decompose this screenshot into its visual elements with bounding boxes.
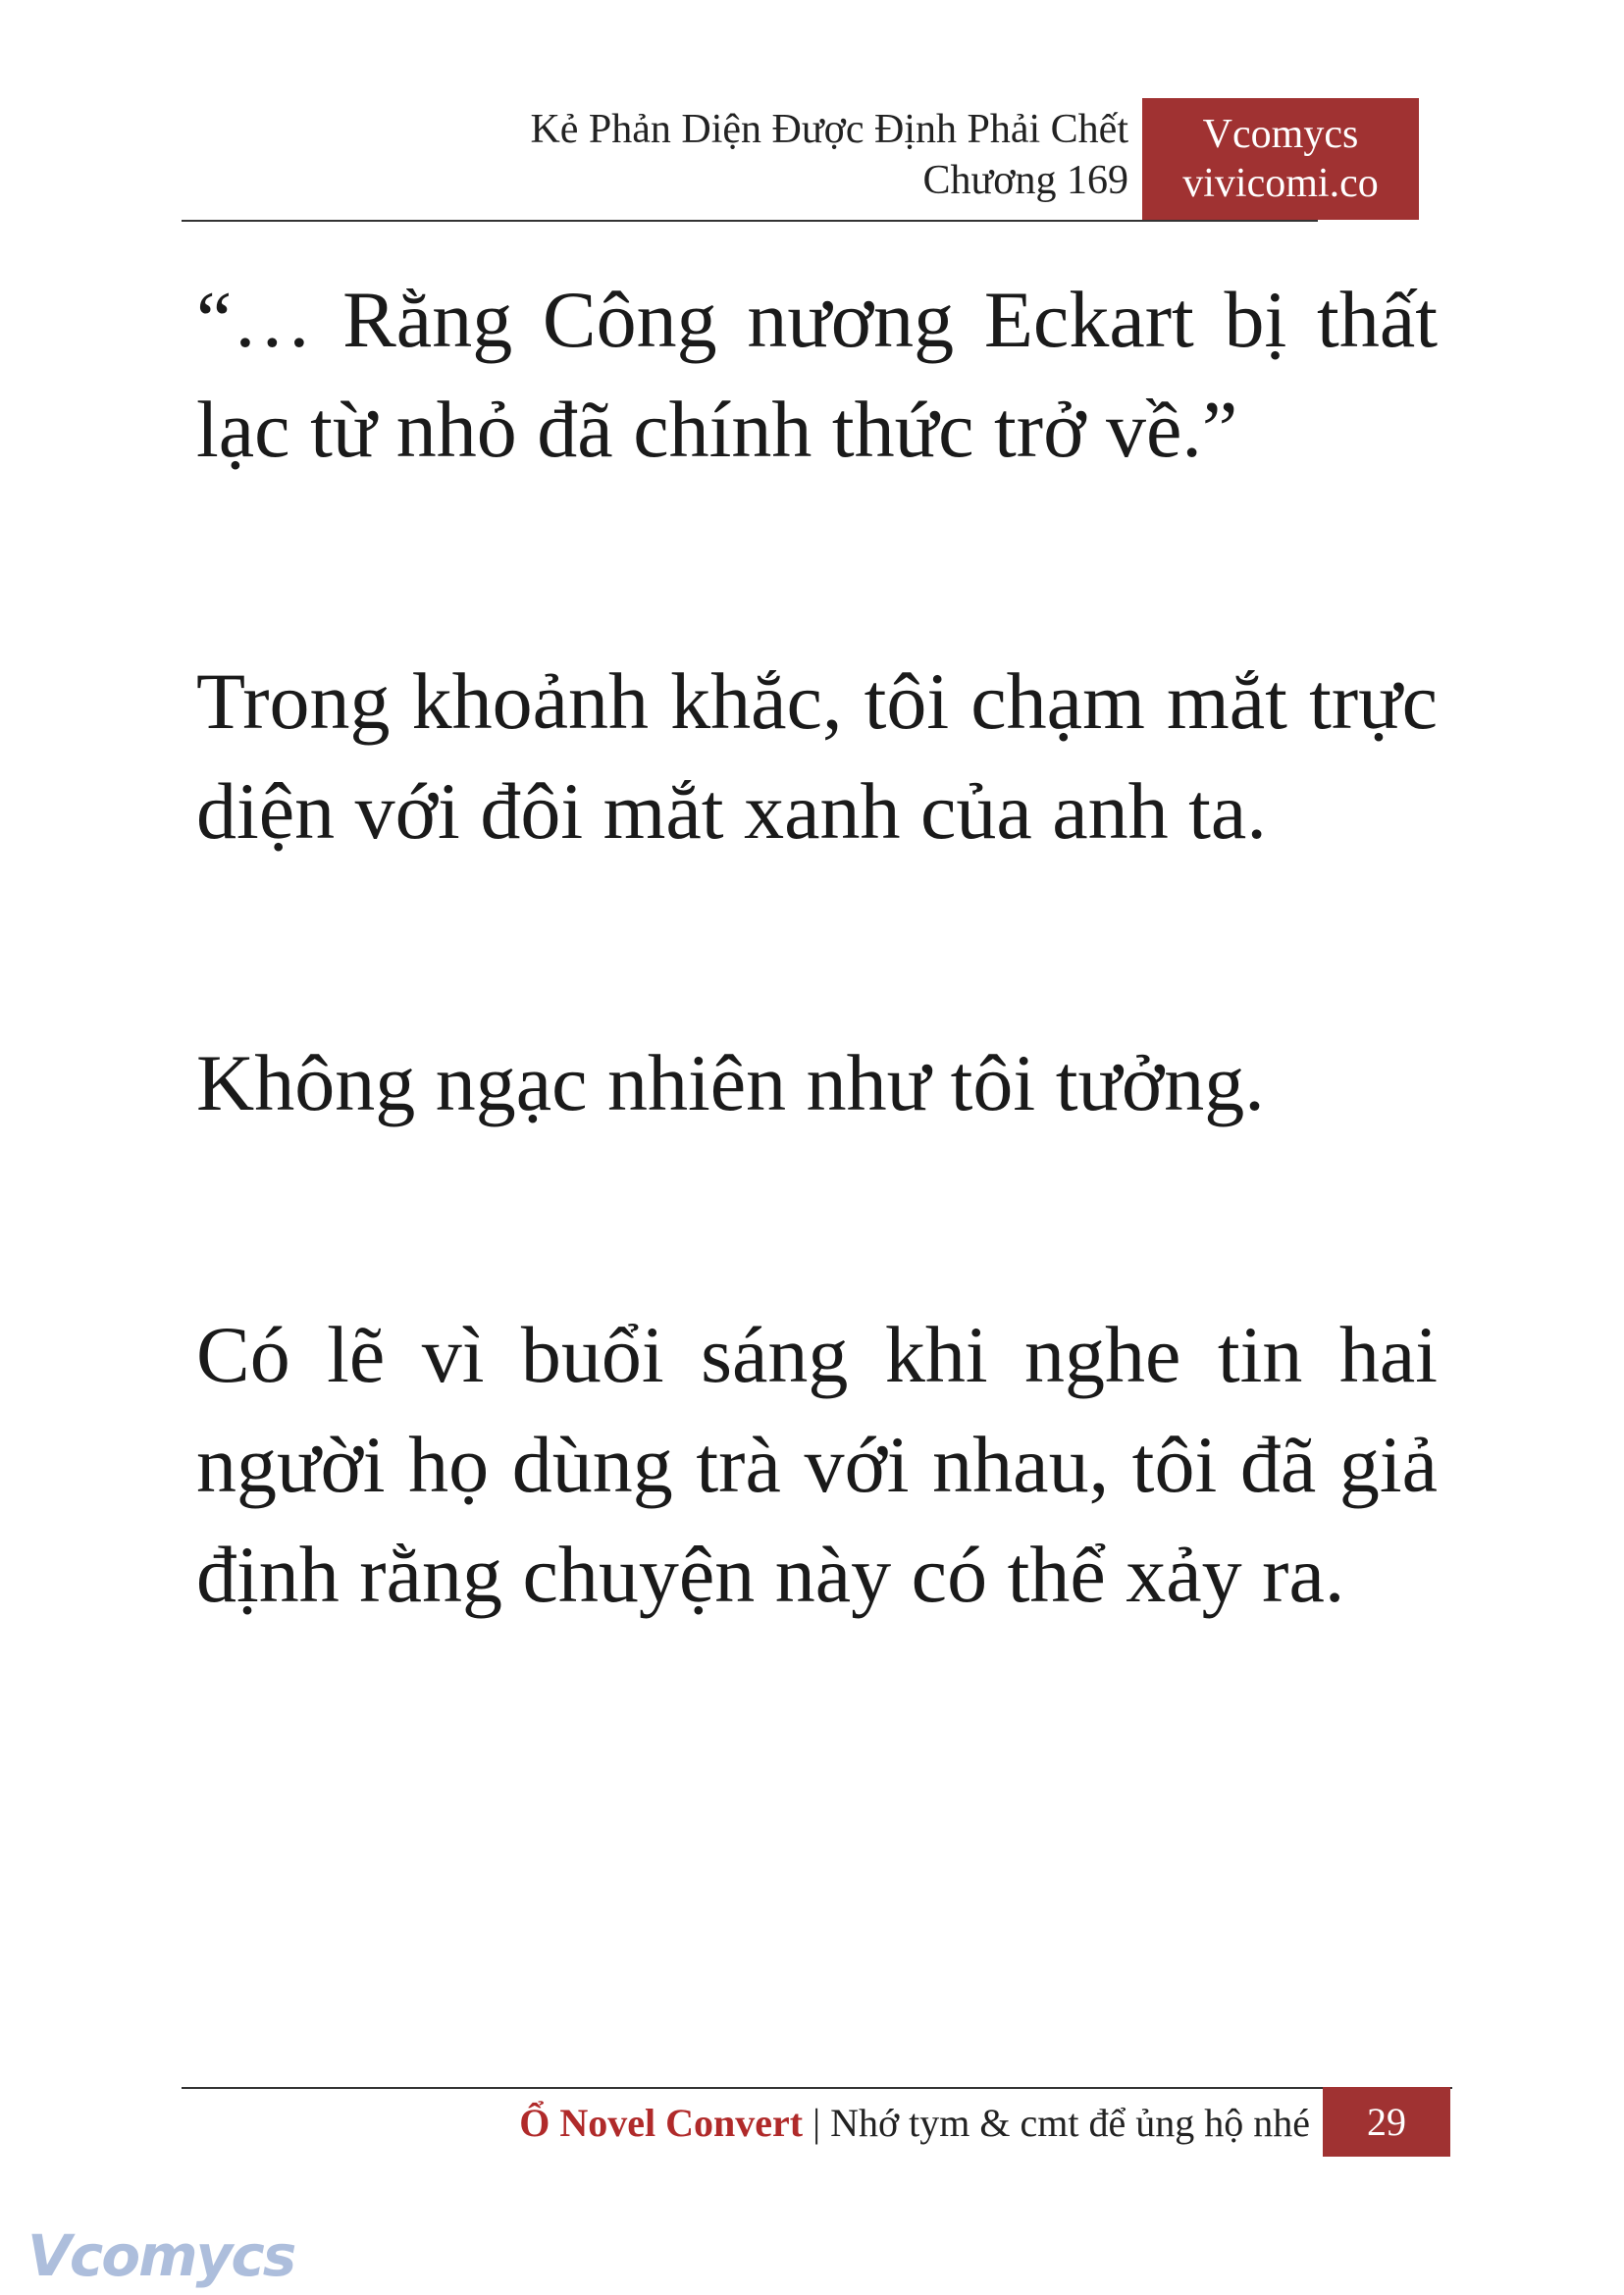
footer-message: Nhớ tym & cmt để ủng hộ nhé — [830, 2101, 1310, 2145]
footer-divider — [182, 2087, 1452, 2089]
footer-separator: | — [812, 2101, 821, 2145]
page-footer — [294, 2096, 1310, 2151]
site-badge — [1142, 98, 1419, 220]
book-title: Kẻ Phản Diện Được Định Phải Chết — [530, 107, 1128, 152]
header-divider — [182, 220, 1318, 222]
paragraph-3: Không ngạc nhiên như tôi tưởng. — [196, 1038, 1265, 1127]
chapter-body — [196, 265, 1438, 1792]
paragraph-2: Trong khoảnh khắc, tôi chạm mắt trực diện với đôi mắt xanh của anh ta. — [196, 656, 1438, 856]
chapter-label: Chương 169 — [922, 158, 1128, 203]
footer-brand: Ổ Novel Convert — [519, 2101, 804, 2145]
page-header — [294, 104, 1128, 206]
watermark-logo: Vcomycs — [27, 2222, 295, 2289]
paragraph-4: Có lẽ vì buổi sáng khi nghe tin hai người họ dùng trà với nhau, tôi đã giả định rằng chuyện này có thể xảy ra. — [196, 1310, 1438, 1619]
site-badge-name: Vcomycs — [1202, 112, 1359, 157]
site-badge-url: vivicomi.co — [1182, 161, 1379, 206]
paragraph-1: “… Rằng Công nương Eckart bị thất lạc từ nhỏ đã chính thức trở về.” — [196, 275, 1438, 474]
page-number: 29 — [1323, 2087, 1450, 2157]
